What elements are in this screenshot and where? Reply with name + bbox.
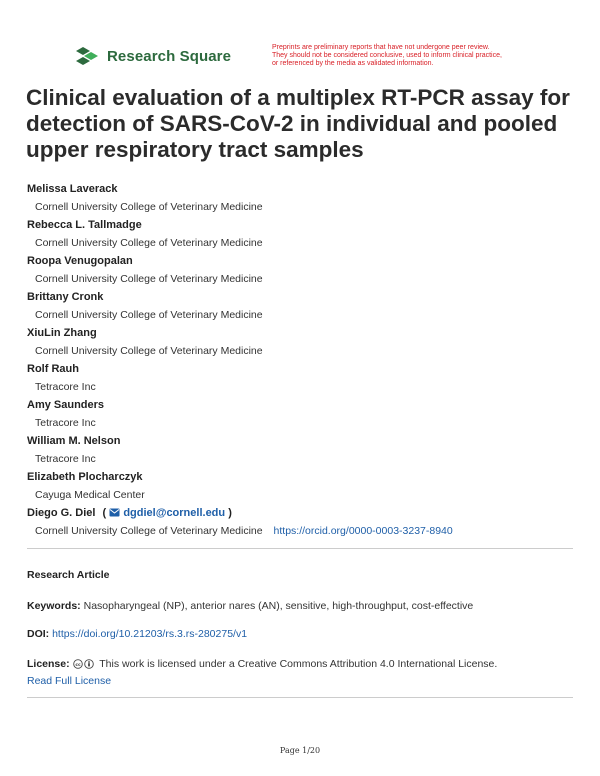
author-name: XiuLin Zhang	[27, 327, 97, 339]
author-entry	[27, 216, 587, 252]
author-entry	[27, 468, 587, 504]
author-entry	[27, 180, 587, 216]
author-name	[27, 504, 587, 522]
doi-link[interactable]: https://doi.org/10.21203/rs.3.rs-280275/v1	[52, 628, 248, 640]
author-name: Brittany Cronk	[27, 291, 104, 303]
author-name: Elizabeth Plocharczyk	[27, 471, 143, 483]
email-link[interactable]: dgdiel@cornell.edu	[123, 507, 226, 519]
orcid-link[interactable]: https://orcid.org/0000-0003-3237-8940	[273, 525, 453, 537]
author-affiliation: Tetracore Inc	[35, 381, 96, 393]
author-affiliation: Cornell University College of Veterinary Medicine	[35, 309, 263, 321]
keywords-line	[27, 598, 573, 615]
research-square-logo[interactable]	[75, 46, 231, 66]
author-affiliation: Cayuga Medical Center	[35, 489, 145, 501]
divider	[27, 548, 573, 549]
logo-text: Research Square	[107, 47, 232, 65]
author-entry	[27, 432, 587, 468]
author-entry	[27, 288, 587, 324]
author-name: Amy Saunders	[27, 399, 105, 411]
author-entry	[27, 360, 587, 396]
paper-title: Clinical evaluation of a multiplex RT-PCR assay for detection of SARS-CoV-2 in individual and pooled upper respiratory tract samples	[26, 85, 570, 162]
author-affiliation: Cornell University College of Veterinary Medicine	[35, 237, 263, 249]
author-affiliation	[27, 522, 587, 540]
preprint-notice	[272, 44, 572, 68]
article-type	[27, 567, 573, 584]
author-affiliation: Cornell University College of Veterinary Medicine	[35, 201, 263, 213]
author-name: Rebecca L. Tallmadge	[27, 219, 142, 231]
author-entry	[27, 396, 587, 432]
doi-label: DOI:	[27, 628, 50, 640]
doi-line	[27, 626, 573, 643]
research-square-logo-icon	[75, 46, 99, 66]
author-affiliation: Cornell University College of Veterinary Medicine	[35, 345, 263, 357]
cc-license-icons	[73, 659, 94, 669]
author-name-text: Diego G. Diel	[27, 507, 96, 519]
page-header	[75, 44, 575, 80]
affiliation-text: Cornell University College of Veterinary Medicine	[35, 525, 263, 537]
author-list	[27, 180, 587, 540]
notice-line: Preprints are preliminary reports that have not undergone peer review.	[272, 44, 490, 51]
close-paren: )	[228, 507, 232, 519]
envelope-icon	[109, 508, 120, 517]
author-affiliation: Tetracore Inc	[35, 453, 96, 465]
notice-line: They should not be considered conclusive, used to inform clinical practice,	[272, 52, 502, 59]
license-block	[27, 656, 573, 690]
author-name: Rolf Rauh	[27, 363, 79, 375]
license-text: This work is licensed under a Creative Commons Attribution 4.0 International License.	[99, 658, 498, 670]
author-name: Melissa Laverack	[27, 183, 118, 195]
notice-line: or referenced by the media as validated information.	[272, 60, 434, 67]
attribution-icon	[84, 659, 94, 669]
page-number: Page 1/20	[279, 746, 321, 755]
author-affiliation: Tetracore Inc	[35, 417, 96, 429]
corresponding-author	[27, 504, 587, 540]
creative-commons-icon	[73, 659, 83, 669]
read-full-license-link[interactable]: Read Full License	[27, 675, 112, 687]
article-type-label: Research Article	[27, 569, 110, 581]
open-paren: (	[102, 507, 107, 519]
keywords-text: Nasopharyngeal (NP), anterior nares (AN), sensitive, high-throughput, cost-effective	[83, 600, 474, 612]
license-label: License:	[27, 658, 70, 670]
keywords-label: Keywords:	[27, 600, 81, 612]
divider	[27, 697, 573, 698]
author-name: Roopa Venugopalan	[27, 255, 133, 267]
svg-text:cc: cc	[74, 663, 81, 668]
author-affiliation: Cornell University College of Veterinary Medicine	[35, 273, 263, 285]
author-entry	[27, 324, 587, 360]
author-entry	[27, 252, 587, 288]
author-name: William M. Nelson	[27, 435, 121, 447]
